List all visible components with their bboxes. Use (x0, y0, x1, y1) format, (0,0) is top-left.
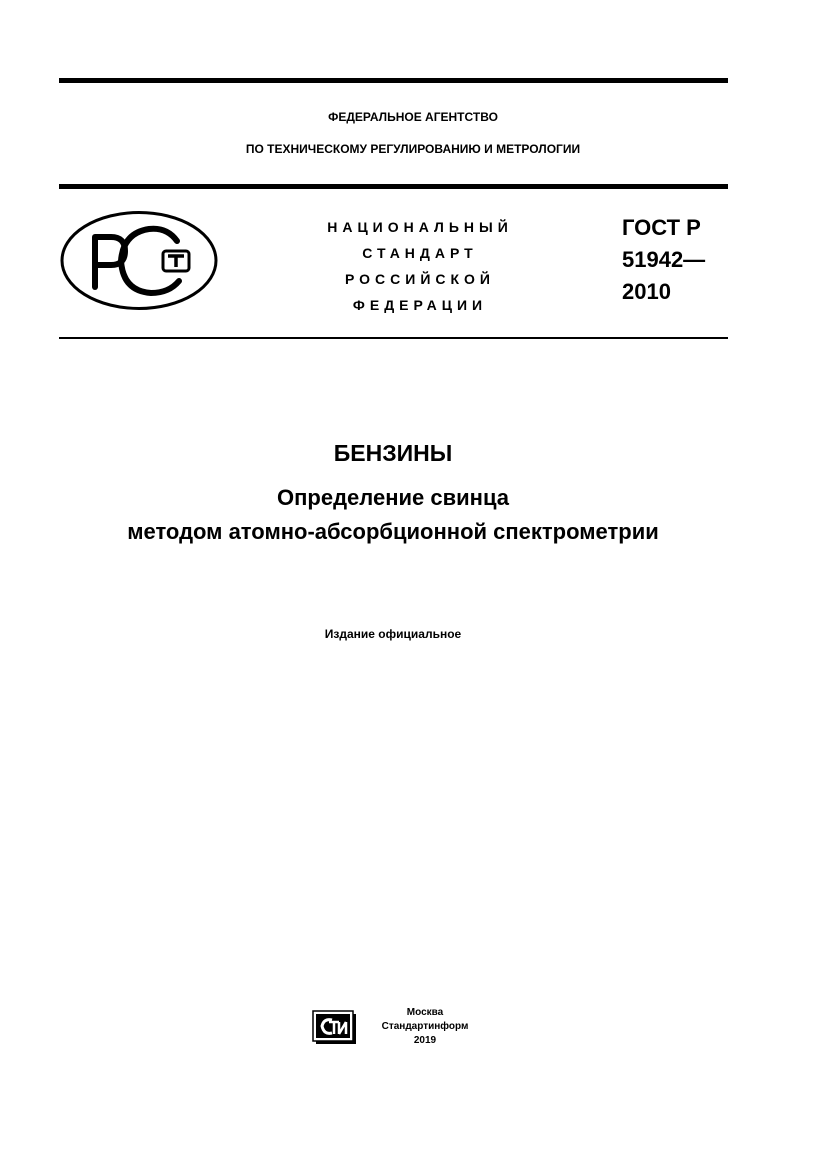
rst-certification-mark-icon (59, 209, 219, 312)
bottom-divider (59, 337, 728, 339)
gost-designation (622, 212, 705, 308)
national-line-3: РОССИЙСКОЙ (345, 271, 495, 287)
top-divider (59, 78, 728, 83)
document-subtitle-line-2: методом атомно-абсорбционной спектрометрии (127, 519, 659, 544)
publisher-block (365, 1006, 485, 1048)
publisher-name: Стандартинформ (381, 1021, 469, 1032)
gost-prefix: ГОСТ Р (622, 215, 701, 240)
publisher-city: Москва (406, 1007, 444, 1018)
agency-line-2: ПО ТЕХНИЧЕСКОМУ РЕГУЛИРОВАНИЮ И МЕТРОЛОГИИ (245, 142, 581, 156)
national-line-4: ФЕДЕРАЦИИ (352, 297, 488, 313)
national-line-1: НАЦИОНАЛЬНЫЙ (327, 219, 513, 235)
edition-label: Издание официальное (324, 627, 462, 641)
document-title: БЕНЗИНЫ (333, 440, 453, 466)
middle-divider (59, 184, 728, 189)
gost-year: 2010 (622, 279, 671, 304)
national-line-2: СТАНДАРТ (362, 245, 478, 261)
agency-line-1: ФЕДЕРАЛЬНОЕ АГЕНТСТВО (328, 110, 498, 124)
publisher-year: 2019 (413, 1035, 437, 1046)
gost-number: 51942— (622, 247, 706, 272)
national-standard-label (290, 214, 550, 318)
standartinform-logo-icon (312, 1010, 358, 1046)
document-subtitle-line-1: Определение свинца (277, 485, 509, 510)
